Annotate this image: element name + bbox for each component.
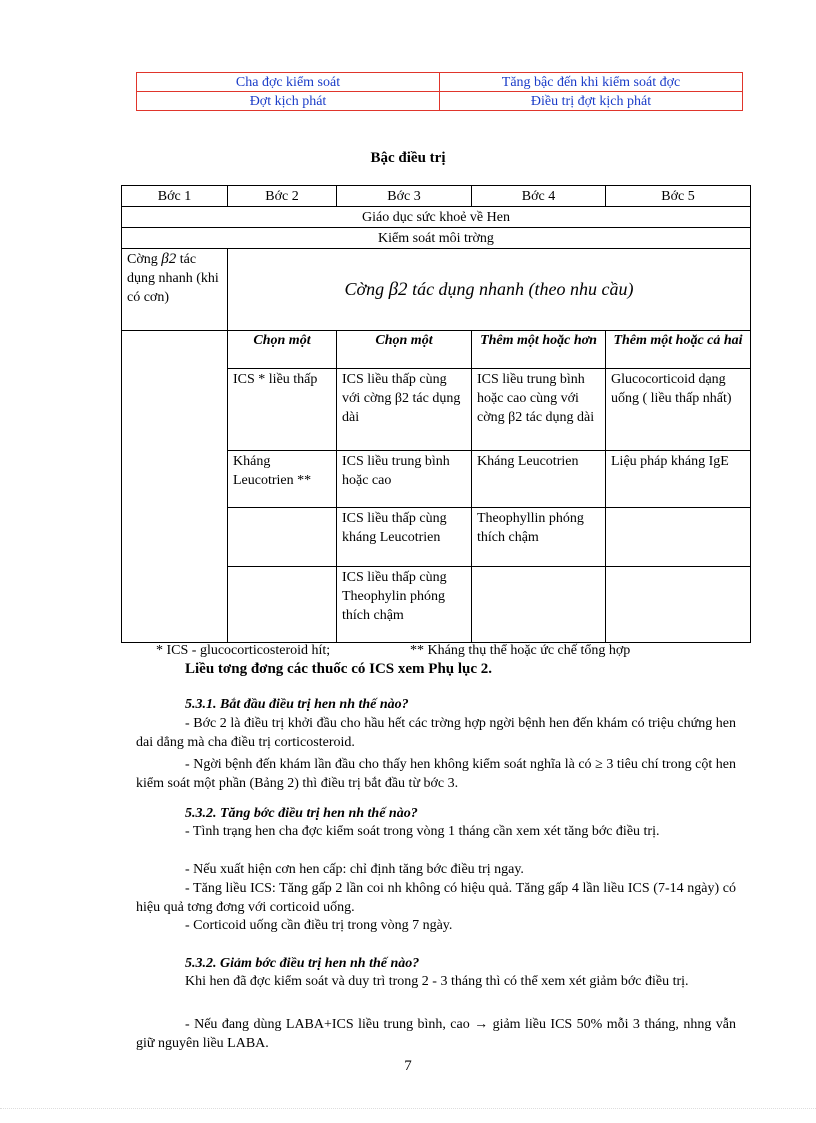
top-table-cell: Đợt kịch phát	[137, 92, 440, 111]
paragraph: - Bớc 2 là điều trị khởi đầu cho hầu hết các trờng hợp ngời bệnh hen đến khám có triệu chứng hen dai dẳng mà cha điều trị corticosteroid.	[136, 716, 736, 750]
table-cell: ICS liều trung bình hoặc cao cùng với cờng β2 tác dụng dài	[472, 369, 606, 451]
table-cell	[228, 567, 337, 643]
top-table	[136, 72, 743, 111]
paragraph: - Tăng liều ICS: Tăng gấp 2 lần coi nh không có hiệu quả. Tăng gấp 4 lần liều ICS (7-14 ngày) có hiệu quả tơng đơng với corticoid uống.	[136, 881, 736, 915]
table-cell: ICS liều trung bình hoặc cao	[337, 451, 472, 508]
header-cell: Bớc 1	[122, 186, 228, 207]
header-cell: Bớc 4	[472, 186, 606, 207]
paragraph: - Ngời bệnh đến khám lần đầu cho thấy hen không kiểm soát nghĩa là có ≥ 3 tiêu chí trong cột hen kiểm soát một phần (Bảng 2) thì điều trị bắt đầu từ bớc 3.	[136, 757, 736, 791]
header-cell: Bớc 5	[606, 186, 751, 207]
page-divider	[0, 1108, 816, 1109]
empty-step1-cell	[122, 331, 228, 643]
choose-header: Thêm một hoặc cả hai	[606, 331, 751, 369]
treatment-steps-table	[121, 185, 751, 643]
table-cell: Glucocorticoid dạng uống ( liều thấp nhất)	[606, 369, 751, 451]
reliever-wide-text: tác dụng nhanh (theo nhu cầu)	[412, 279, 634, 299]
top-table-cell: Cha đợc kiểm soát	[137, 73, 440, 92]
table-cell: ICS liều thấp cùng Theophylin phóng thích chậm	[337, 567, 472, 643]
paragraph: Khi hen đã đợc kiểm soát và duy trì trong 2 - 3 tháng thì có thể xem xét giảm bớc điều trị.	[185, 974, 689, 989]
reliever-prefix: Cờng	[127, 252, 158, 267]
paragraph: - Nếu xuất hiện cơn hen cấp: chỉ định tăng bớc điều trị ngay.	[185, 862, 524, 877]
top-table-cell: Điều trị đợt kịch phát	[440, 92, 743, 111]
header-cell: Bớc 3	[337, 186, 472, 207]
section-title: 5.3.2. Tăng bớc điều trị hen nh thế nào?	[185, 806, 418, 821]
education-row: Giáo dục sức khoẻ về Hen	[122, 207, 751, 228]
choose-header: Chọn một	[228, 331, 337, 369]
table-cell: Kháng Leucotrien	[472, 451, 606, 508]
footnote-leucotrien: ** Kháng thụ thể hoặc ức chế tổng hợp	[410, 643, 631, 658]
section-title: 5.3.2. Giảm bớc điều trị hen nh thế nào?	[185, 956, 420, 971]
table-cell	[606, 508, 751, 567]
reliever-text: tác dụng nhanh (khi có cơn)	[127, 252, 219, 305]
beta2-symbol: β2	[388, 279, 408, 300]
table-cell: ICS * liều thấp	[228, 369, 337, 451]
choose-header: Chọn một	[337, 331, 472, 369]
reliever-wide-cell	[228, 249, 751, 331]
reliever-cell	[122, 249, 228, 331]
reliever-wide-prefix: Cờng	[344, 279, 385, 299]
dose-reference: Liều tơng đơng các thuốc có ICS xem Phụ lục 2.	[185, 661, 493, 677]
table-cell: Kháng Leucotrien **	[228, 451, 337, 508]
paragraph: - Corticoid uống cần điều trị trong vòng 7 ngày.	[185, 918, 453, 933]
paragraph: - Nếu đang dùng LABA+ICS liều trung bình, cao → giảm liều ICS 50% mỗi 3 tháng, nhng vẫn giữ nguyên liều LABA.	[136, 1017, 736, 1051]
table-cell	[472, 567, 606, 643]
footnote-ics: * ICS - glucocorticosteroid hít;	[156, 643, 331, 658]
top-table-cell: Tăng bậc đến khi kiểm soát đợc	[440, 73, 743, 92]
table-heading: Bậc điều trị	[370, 150, 446, 166]
choose-header: Thêm một hoặc hơn	[472, 331, 606, 369]
paragraph: - Tình trạng hen cha đợc kiểm soát trong vòng 1 tháng cần xem xét tăng bớc điều trị.	[185, 824, 660, 839]
table-cell	[228, 508, 337, 567]
environment-row: Kiểm soát môi trờng	[122, 228, 751, 249]
table-cell: ICS liều thấp cùng kháng Leucotrien	[337, 508, 472, 567]
header-cell: Bớc 2	[228, 186, 337, 207]
table-cell: Liệu pháp kháng IgE	[606, 451, 751, 508]
table-cell: ICS liều thấp cùng với cờng β2 tác dụng dài	[337, 369, 472, 451]
table-cell	[606, 567, 751, 643]
table-cell: Theophyllin phóng thích chậm	[472, 508, 606, 567]
section-title: 5.3.1. Bắt đầu điều trị hen nh thế nào?	[185, 697, 409, 712]
page-number: 7	[404, 1058, 412, 1074]
beta2-symbol: β2	[161, 251, 177, 267]
